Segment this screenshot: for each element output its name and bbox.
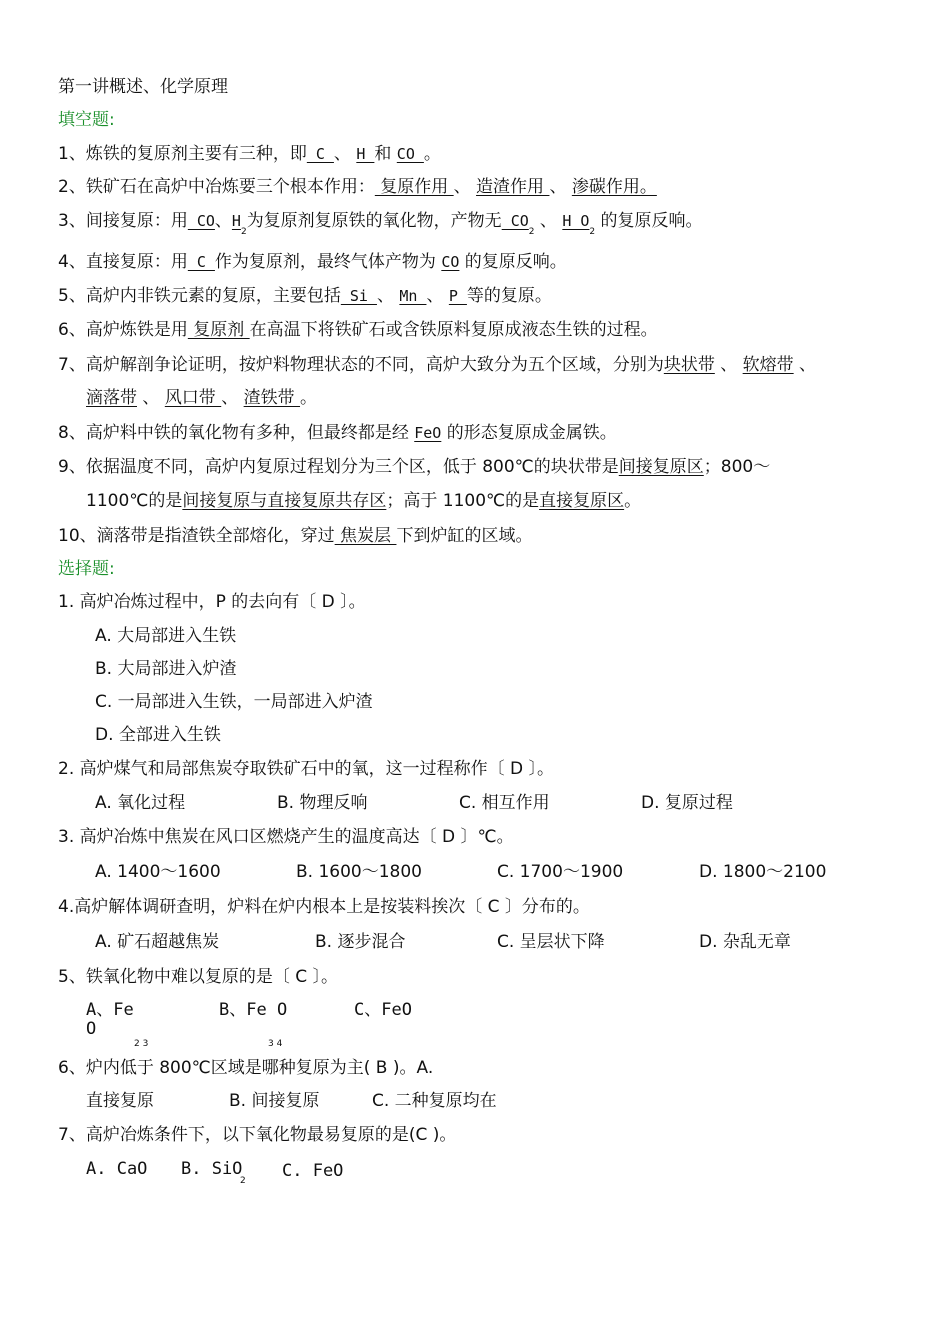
answer: 复原作用 bbox=[374, 177, 454, 197]
subscript: 3 4 bbox=[268, 1039, 283, 1049]
answer: 复原剂 bbox=[187, 320, 250, 340]
answer: 焦炭层 bbox=[334, 526, 397, 546]
choice-question-7: 7、高炉冶炼条件下，以下氧化物最易复原的是(C )。 bbox=[58, 1125, 457, 1145]
choice-4-option-d: D. 杂乱无章 bbox=[699, 932, 791, 952]
fill-question-7-line-2: 滴落带 、 风口带 、 渣铁带 。 bbox=[86, 388, 318, 408]
choice-5-option-c: C、FeO bbox=[354, 1000, 412, 1020]
choice-4-option-b: B. 逐步混合 bbox=[315, 932, 406, 952]
lecture-title: 第一讲概述、化学原理 bbox=[58, 77, 228, 97]
choice-7-option-b: B. SiO bbox=[181, 1159, 243, 1179]
choice-question-6: 6、炉内低于 800℃区域是哪种复原为主( B )。A. bbox=[58, 1058, 434, 1078]
answer: CO bbox=[187, 212, 215, 230]
answer: FeO bbox=[414, 424, 442, 442]
choice-6-option-a: 直接复原 bbox=[86, 1091, 154, 1111]
answer: 渣铁带 bbox=[243, 388, 301, 408]
answer: H O bbox=[562, 212, 590, 230]
answer: P bbox=[448, 287, 467, 305]
choice-7-option-a: A. CaO bbox=[86, 1159, 148, 1179]
answer: 直接复原区 bbox=[539, 491, 625, 511]
answer: C bbox=[187, 253, 215, 271]
choice-4-option-a: A. 矿石超越焦炭 bbox=[95, 932, 220, 952]
answer: Si bbox=[340, 287, 377, 305]
fill-question-8: 8、高炉料中铁的氧化物有多种，但最终都是经 FeO 的形态复原成金属铁。 bbox=[58, 423, 617, 443]
choice-question-4: 4.高炉解体调研查明，炉料在炉内根本上是按装料挨次〔 C 〕分布的。 bbox=[58, 897, 590, 917]
choice-5-option-a-wrap: O bbox=[86, 1019, 97, 1039]
fill-question-3: 3、间接复原：用 CO、$H_2$为复原剂复原铁的氧化物，产物无 $CO_2$ 、 H $O_2$ 的复原反响。 bbox=[58, 211, 703, 237]
choice-2-option-a: A. 氧化过程 bbox=[95, 793, 186, 813]
answer: 软熔带 bbox=[742, 355, 794, 375]
choice-3-option-b: B. 1600～1800 bbox=[296, 862, 422, 882]
choice-2-option-d: D. 复原过程 bbox=[641, 793, 733, 813]
answer: CO bbox=[396, 145, 424, 163]
answer: H bbox=[356, 145, 375, 163]
answer: Mn bbox=[399, 287, 427, 305]
answer: H bbox=[231, 212, 241, 230]
choice-question-3: 3. 高炉冶炼中焦炭在风口区燃烧产生的温度高达〔 D 〕℃。 bbox=[58, 827, 514, 847]
fill-question-9-line-2: 1100℃的是间接复原与直接复原共存区；高于 1100℃的是直接复原区。 bbox=[86, 491, 642, 511]
fill-question-5: 5、高炉内非铁元素的复原，主要包括 Si 、 Mn 、 P 等的复原。 bbox=[58, 286, 552, 306]
answer: 造渣作用 bbox=[476, 177, 550, 197]
answer: 渗碳作用。 bbox=[571, 177, 657, 197]
choice-6-option-b: B. 间接复原 bbox=[229, 1091, 320, 1111]
fill-question-10: 10、滴落带是指渣铁全部熔化，穿过 焦炭层 下到炉缸的区域。 bbox=[58, 526, 533, 546]
choice-5-option-b: B、Fe O bbox=[219, 1000, 288, 1020]
answer: 滴落带 bbox=[86, 388, 137, 408]
choice-5-option-a: A、Fe bbox=[86, 1000, 134, 1020]
choice-1-option-c: C. 一局部进入生铁，一局部进入炉渣 bbox=[95, 692, 373, 712]
choice-heading: 选择题: bbox=[58, 559, 115, 579]
choice-2-option-c: C. 相互作用 bbox=[459, 793, 550, 813]
fill-question-2: 2、铁矿石在高炉中冶炼要三个根本作用： 复原作用 、 造渣作用 、 渗碳作用。 bbox=[58, 177, 657, 197]
choice-3-option-a: A. 1400～1600 bbox=[95, 862, 221, 882]
choice-4-option-c: C. 呈层状下降 bbox=[497, 932, 605, 952]
choice-question-1: 1. 高炉冶炼过程中，P 的去向有〔 D 〕。 bbox=[58, 592, 366, 612]
answer: 块状带 bbox=[663, 355, 715, 375]
answer: C bbox=[306, 145, 334, 163]
choice-question-5: 5、铁氧化物中难以复原的是〔 C 〕。 bbox=[58, 967, 338, 987]
choice-1-option-b: B. 大局部进入炉渣 bbox=[95, 659, 237, 679]
choice-3-option-d: D. 1800～2100 bbox=[699, 862, 827, 882]
choice-6-option-c: C. 二种复原均在 bbox=[372, 1091, 497, 1111]
answer: CO bbox=[501, 212, 529, 230]
fill-question-6: 6、高炉炼铁是用 复原剂 在高温下将铁矿石或含铁原料复原成液态生铁的过程。 bbox=[58, 320, 658, 340]
answer: 风口带 bbox=[164, 388, 222, 408]
choice-1-option-a: A. 大局部进入生铁 bbox=[95, 626, 237, 646]
fill-question-1: 1、炼铁的复原剂主要有三种，即 C 、 H 和 CO 。 bbox=[58, 144, 441, 164]
choice-7-option-c: C. FeO bbox=[282, 1161, 344, 1181]
answer: CO bbox=[441, 253, 460, 271]
subscript: 2 3 bbox=[134, 1039, 149, 1049]
choice-2-option-b: B. 物理反响 bbox=[277, 793, 368, 813]
answer: 间接复原区 bbox=[618, 457, 704, 477]
fill-question-4: 4、直接复原：用 C 作为复原剂，最终气体产物为 CO 的复原反响。 bbox=[58, 252, 567, 272]
choice-question-2: 2. 高炉煤气和局部焦炭夺取铁矿石中的氧，这一过程称作〔 D 〕。 bbox=[58, 759, 555, 779]
choice-3-option-c: C. 1700～1900 bbox=[497, 862, 624, 882]
choice-1-option-d: D. 全部进入生铁 bbox=[95, 725, 221, 745]
fill-question-7-line-1: 7、高炉解剖争论证明，按炉料物理状态的不同，高炉大致分为五个区域，分别为块状带 、 软熔带 、 bbox=[58, 355, 817, 375]
fill-question-9-line-1: 9、依据温度不同，高炉内复原过程划分为三个区，低于 800℃的块状带是间接复原区；800～ bbox=[58, 457, 771, 477]
fill-in-heading: 填空题: bbox=[58, 110, 115, 130]
answer: 间接复原与直接复原共存区 bbox=[182, 491, 387, 511]
subscript: 2 bbox=[240, 1176, 246, 1186]
